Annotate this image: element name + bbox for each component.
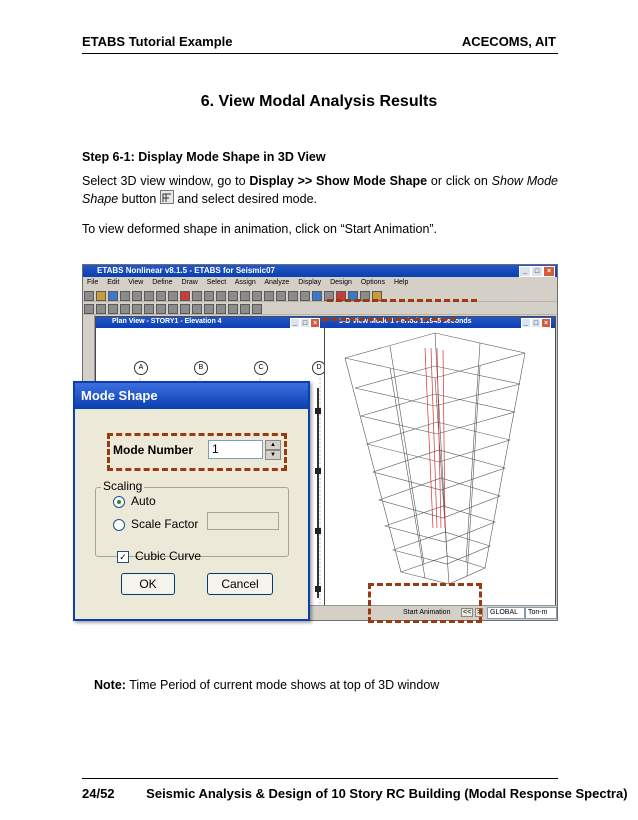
header-left: ETABS Tutorial Example <box>82 34 233 49</box>
combo-icon[interactable] <box>240 304 250 314</box>
header-right: ACECOMS, AIT <box>461 34 556 49</box>
menu-draw[interactable]: Draw <box>181 279 198 286</box>
app-title: ETABS Nonlinear v8.1.5 - ETABS for Seismic07 <box>97 266 275 275</box>
run-icon[interactable] <box>180 291 190 301</box>
cubic-curve-checkbox[interactable]: ✓ <box>117 551 129 563</box>
mode-number-input[interactable]: 1 <box>208 440 263 459</box>
draw-area-icon[interactable] <box>120 304 130 314</box>
save-icon[interactable] <box>108 291 118 301</box>
view3d-maximize-button[interactable]: □ <box>531 318 541 328</box>
grid-label-d: D <box>312 361 326 375</box>
section-icon[interactable] <box>204 304 214 314</box>
open-icon[interactable] <box>96 291 106 301</box>
start-animation-highlight <box>368 583 482 623</box>
mode-down-arrow-icon[interactable]: ▼ <box>265 450 281 460</box>
start-animation-button[interactable]: Start Animation <box>403 609 451 616</box>
print-icon[interactable] <box>120 291 130 301</box>
animation-paragraph: To view deformed shape in animation, click on “Start Animation”. <box>82 222 438 236</box>
auto-radio[interactable] <box>113 496 125 508</box>
menu-select[interactable]: Select <box>206 279 227 286</box>
cancel-button[interactable]: Cancel <box>207 573 273 595</box>
mode-up-arrow-icon[interactable]: ▲ <box>265 440 281 450</box>
lock-icon[interactable] <box>168 291 178 301</box>
menu-view[interactable]: View <box>128 279 144 286</box>
grid-label-a: A <box>134 361 148 375</box>
view-3d-window <box>324 316 556 606</box>
toolbar-row-1 <box>83 289 557 302</box>
up-icon[interactable] <box>288 291 298 301</box>
draw-line-icon[interactable] <box>108 304 118 314</box>
toolbar-row-2 <box>83 302 557 315</box>
grid-icon[interactable] <box>144 304 154 314</box>
building-3d-model <box>325 328 555 604</box>
menu-analyze[interactable]: Analyze <box>264 279 290 286</box>
frame-icon[interactable] <box>168 304 178 314</box>
step-forward-button[interactable]: > <box>477 609 482 616</box>
menu-help[interactable]: Help <box>393 279 409 286</box>
mode-shape-button-icon <box>160 190 174 204</box>
menu-bar <box>87 279 415 286</box>
menu-file[interactable]: File <box>87 279 99 286</box>
down-icon[interactable] <box>300 291 310 301</box>
snap-icon[interactable] <box>132 304 142 314</box>
period-highlight <box>322 318 456 331</box>
step-back-button[interactable]: << <box>463 609 472 616</box>
show-undeformed-icon[interactable] <box>312 291 322 301</box>
menu-design[interactable]: Design <box>330 279 352 286</box>
scale-factor-label: Scale Factor <box>131 517 199 531</box>
menu-display[interactable]: Display <box>298 279 322 286</box>
note-text: Time Period of current mode shows at top of 3D window <box>125 678 440 692</box>
button-name: Show Mode Shape <box>82 174 558 206</box>
grid-label-c: C <box>254 361 268 375</box>
zoom-in-icon[interactable] <box>204 291 214 301</box>
refresh-icon[interactable] <box>156 291 166 301</box>
auto-label: Auto <box>131 494 156 508</box>
step-heading: Step 6-1: Display Mode Shape in 3D View <box>82 150 326 164</box>
note-label: Note: <box>94 678 126 692</box>
dialog-title: Mode Shape <box>75 383 308 409</box>
note <box>94 678 439 692</box>
ok-button[interactable]: OK <box>121 573 175 595</box>
material-icon[interactable] <box>216 304 226 314</box>
plan-close-button[interactable]: × <box>310 318 320 328</box>
view3d-minimize-button[interactable]: _ <box>521 318 531 328</box>
menu-define[interactable]: Define <box>152 279 173 286</box>
elevation-icon[interactable] <box>264 291 274 301</box>
undo-icon[interactable] <box>132 291 142 301</box>
instruction-paragraph <box>82 172 558 208</box>
menu-edit[interactable]: Edit <box>107 279 120 286</box>
page-number: 24/52 <box>82 786 115 801</box>
zoom-icon[interactable] <box>192 291 202 301</box>
cubic-curve-label: Cubic Curve <box>135 549 202 563</box>
load-icon[interactable] <box>228 304 238 314</box>
zoom-out-icon[interactable] <box>216 291 226 301</box>
view3d-close-button[interactable]: × <box>541 318 551 328</box>
menu-options[interactable]: Options <box>360 279 385 286</box>
plan-view-icon[interactable] <box>252 291 262 301</box>
toolbar-highlight <box>327 299 477 302</box>
coord-system-select[interactable]: GLOBAL <box>487 607 525 619</box>
mode-number-label: Mode Number <box>113 443 194 457</box>
para1-text1: Select 3D view window, go to <box>82 174 250 188</box>
units-select[interactable]: Ton-m <box>525 607 557 619</box>
footer-title: Seismic Analysis & Design of 10 Story RC Building (Modal Response Spectra) <box>146 786 628 801</box>
section-title: 6. View Modal Analysis Results <box>200 93 438 110</box>
area-icon[interactable] <box>180 304 190 314</box>
rotate-icon[interactable] <box>276 291 286 301</box>
plan-maximize-button[interactable]: □ <box>300 318 310 328</box>
footer <box>82 786 628 801</box>
scale-factor-input[interactable] <box>207 512 279 530</box>
joint-icon[interactable] <box>156 304 166 314</box>
redo-icon[interactable] <box>144 291 154 301</box>
close-button[interactable]: × <box>543 266 555 277</box>
maximize-button[interactable]: □ <box>531 266 543 277</box>
new-icon[interactable] <box>84 291 94 301</box>
minimize-button[interactable]: _ <box>519 266 531 277</box>
table-icon[interactable] <box>252 304 262 314</box>
restraint-icon[interactable] <box>192 304 202 314</box>
header-rule <box>82 53 558 54</box>
plan-view-title: Plan View - STORY1 - Elevation 4 <box>112 318 222 325</box>
select-icon[interactable] <box>84 304 94 314</box>
pointer-icon[interactable] <box>96 304 106 314</box>
scale-factor-radio[interactable] <box>113 519 125 531</box>
view-3d-title: 3-D View Mode 1 Period 1.1945 seconds <box>339 318 472 325</box>
menu-assign[interactable]: Assign <box>234 279 256 286</box>
para1-text3: or click on <box>427 174 492 188</box>
pan-icon[interactable] <box>228 291 238 301</box>
para1-text5: button <box>118 192 160 206</box>
view-3d-icon[interactable] <box>240 291 250 301</box>
scaling-label: Scaling <box>103 479 143 493</box>
plan-minimize-button[interactable]: _ <box>290 318 300 328</box>
mode-shape-dialog <box>73 381 310 621</box>
footer-rule <box>82 778 558 779</box>
grid-label-b: B <box>194 361 208 375</box>
app-titlebar <box>83 265 557 277</box>
menu-path: Display >> Show Mode Shape <box>249 174 428 188</box>
para1-text6: and select desired mode. <box>173 192 317 206</box>
plan-view-titlebar <box>96 317 324 328</box>
